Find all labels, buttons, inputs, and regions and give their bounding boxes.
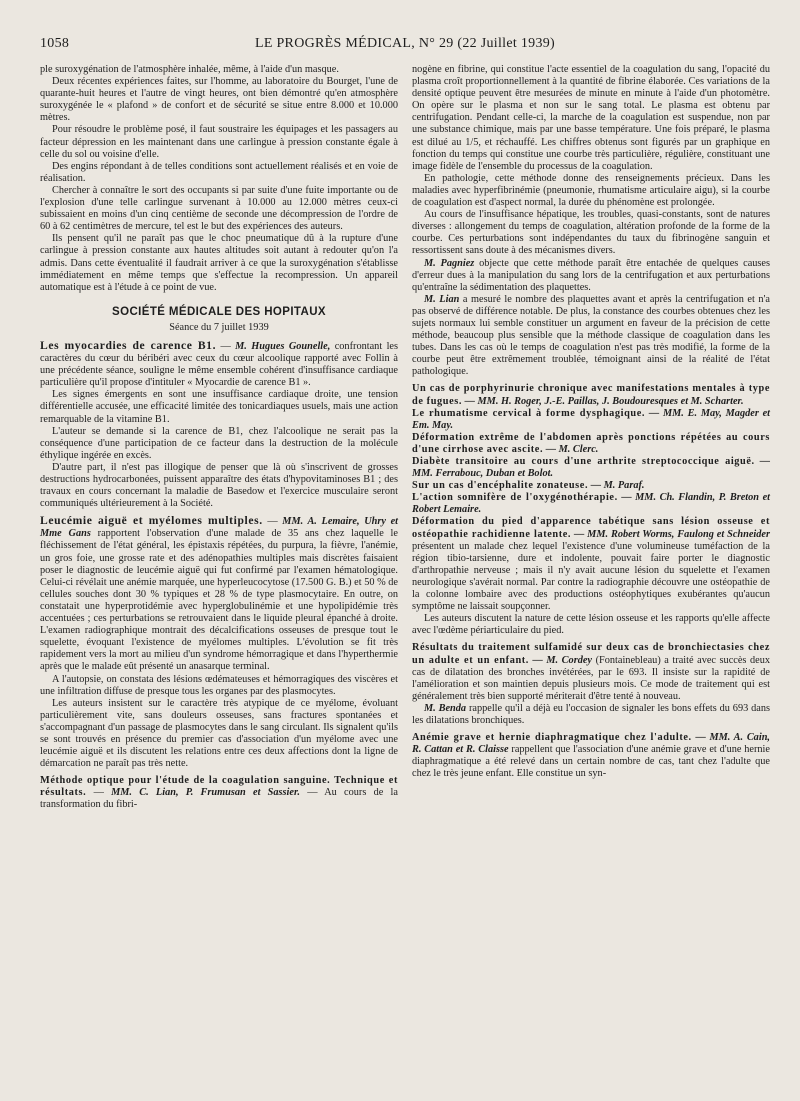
article-author: — M. Paraf. bbox=[590, 480, 645, 492]
article-text: Au cours de la transformation du fibri- bbox=[40, 787, 398, 811]
article-author: M. Benda bbox=[424, 702, 467, 714]
article-author: MM. A. Lemaire, Uhry et Mme Gans bbox=[40, 516, 399, 540]
article-text: rapportent l'observation d'une malade de 35 ans chez laquelle le fléchissement de l'état général, les épistaxis répétées, du purpura, la fièvre, l'anémie, un gros foie, une grosse rate et des adénopathies multiples mais discrètes faisaient poser le diagnostic de leucémie aiguë qui fut confirmé par l'examen hématologique. Celui-ci révélait une anémie marquée, une hyperleucocytose (17.500 G. B.) et 50 % de cellules souches dont 30 % typiques et 28 % de type plasmocytaire. En outre, on constatait une hyperprotidémie avec hyperglobulinémie et une hypolipidémie très accentuées ; ces perturbations se retrouvaient dans le liquide pleural épanché à droite. L'examen radiographique montrait des décalcifications osseuses de presque tout le squelette, évoquant l'existence de myélomes multiples. L'évolution se fit très rapidement vers la mort au milieu d'un syndrome hémorragique et dans l'hyperthermie après que le malade eût présenté un anasarque terminal. bbox=[40, 528, 398, 673]
article-author: — MM. H. Roger, J.-E. Paillas, J. Boudouresques et M. Scharter. bbox=[464, 395, 744, 407]
left-column bbox=[40, 64, 398, 812]
paragraph: Deux récentes expériences faites, sur l'homme, au laboratoire du Bourget, l'une de quarante-huit heures et l'autre de vingt heures, ont bien démontré qu'en atmosphère suroxygénée le « plafond » de confort et de sécurité se situe entre 8.000 et 10.000 mètres. bbox=[40, 76, 398, 124]
paragraph: Les auteurs discutent la nature de cette lésion osseuse et les rapports qu'elle affecte avec l'œdème périarticulaire du pied. bbox=[412, 613, 770, 637]
entry-diabete bbox=[412, 456, 770, 480]
article-author: — MM. Robert Worms, Faulong et Schneider bbox=[574, 528, 771, 540]
article-text: confrontant les caractères du cœur du béribéri avec ceux du cœur alcoolique rapporté avec Follin à une précédente séance, souligne le même ensemble cohérent d'insuffisance cardiaque particulière qu'il propose d'intituler « Myocardie de carence B1 ». bbox=[40, 340, 399, 389]
article-title: Leucémie aiguë et myélomes multiples. bbox=[40, 514, 263, 528]
paragraph: Les signes émergents en sont une insuffisance cardiaque droite, une tension différentielle accusée, une efficacité limitée des tonicardiaques usuels, mais une action remarquable de la vitamine B1. bbox=[40, 389, 398, 425]
entry-encephalite bbox=[412, 480, 770, 492]
article-title: Un cas de porphyrinurie chronique avec manifestations mentales à type de fugues. bbox=[412, 383, 770, 407]
article-author: — M. Cordey bbox=[532, 654, 592, 666]
paragraph: Des engins répondant à de telles conditions sont actuellement réalisés et en voie de réalisation. bbox=[40, 160, 398, 184]
entry-anemie bbox=[412, 732, 770, 780]
article-title: Résultats du traitement sulfamidé sur deux cas de bronchiectasies chez un adulte et un enfant. bbox=[412, 642, 770, 666]
paragraph: Ils pensent qu'il ne paraît pas que le choc pneumatique dû à la rupture d'une carlingue à pression constante aux hautes altitudes soit autant à redouter qu'on l'a admis. Dans cette éventualité il faudrait arriver à ce que la suroxygénation s'établisse immédiatement en même temps que s'effectue la recompression. Un appareil automatique est à l'étude à ce point de vue. bbox=[40, 233, 398, 293]
article-leucemie: Leucémie aiguë et myélomes multiples. — MM. A. Lemaire, Uhry et Mme Gans rapportent l'observation d'une malade de 35 ans chez laquelle le fléchissement de l'état général, les épistaxis répétées, du purpura, la fièvre, l'anémie, un gros foie, une grosse rate et des adénopathies multiples mais discrètes faisaient poser le diagnostic de leucémie aiguë qui fut confirmé par l'examen hématologique. Celui-ci révélait une anémie marquée, une hyperleucocytose (17.500 G. B.) et 50 % de cellules souches dont 30 % typiques et 28 % de type plasmocytaire. En outre, on constatait une hyperprotidémie avec hyperglobulinémie et une hypolipidémie très accentuées ; ces perturbations se retrouvaient dans le liquide pleural épanché à droite. L'examen radiographique montrait des décalcifications osseuses de presque tout le squelette, évoquant l'existence de myélomes multiples. L'évolution se fit très rapidement vers la mort au milieu d'un syndrome hémorragique et dans l'hyperthermie après que le malade eût présenté un anasarque terminal. bbox=[40, 514, 399, 673]
article-author: — MM. A. Cain, R. Cattan et R. Claisse bbox=[412, 732, 770, 756]
article-author: — MM. Ch. Flandin, P. Breton et Robert Lemaire. bbox=[412, 492, 771, 516]
paragraph: D'autre part, il n'est pas illogique de penser que là où s'inscrivent de grosses destructions hydrocarbonées, puissent apparaître des états d'hypovitaminoses B1 ; des travaux en cours concernant la maladie de Basedow et l'exercice musculaire seront communiqués ultérieurement à la Société. bbox=[40, 461, 398, 510]
article-title: Le rhumatisme cervical à forme dysphagique. bbox=[412, 407, 646, 419]
article-title: Sur un cas d'encéphalite zonateuse. bbox=[412, 480, 589, 492]
paragraph: Les auteurs insistent sur le caractère très atypique de ce myélome, évoluant particulièrement vite, sans douleurs osseuses, sans fractures spontanées et s'accompagnant d'un passage de plasmocytes dans le sang circulant. Ils signalent qu'ils se sont trouvés en présence du premier cas d'association d'un myélome avec une leucémie aiguë et ils discutent les relations entre ces deux affections dont la ligne de démarcation ne paraît pas très nette. bbox=[40, 697, 398, 770]
article-title: Diabète transitoire au cours d'une arthrite streptococcique aiguë. bbox=[412, 456, 755, 467]
page-number: 1058 bbox=[40, 36, 70, 51]
paragraph: nogène en fibrine, qui constitue l'acte essentiel de la coagulation du sang, l'opacité du plasma croît proportionnellement à la quantité de fibrine élaborée. Ces variations de la densité optique peuvent être mesurées de minute en minute à l'aide d'un photomètre. On opère sur le plasma et non sur le sang total. Le plasma est obtenu par centrifugation. Pendant celle-ci, la marche de la coagulation est suspendue, non par une substance chimique, mais par une basse température. Une fois préparé, le plasma est dilué au 1/5, et réchauffé. Les chiffres obtenus sont figurés par un graphique en fonction du temps qui constitue une courbe très particulière, régulière, constituant une image fidèle de l'ensemble du processus de la coagulation. bbox=[412, 64, 770, 172]
paragraph: Pour résoudre le problème posé, il faut soustraire les équipages et les passagers au facteur dépression en les maintenant dans une carlingue à pression constante égale à celle du sol ou voisine d'elle. bbox=[40, 124, 398, 160]
article-text: objecte que cette méthode paraît être entachée de quelques causes d'erreur dues à la manipulation du sang lors de la centrifugation et aux perturbations qu'entraîne la sédimentation des plaquettes. bbox=[412, 257, 770, 293]
article-text: présentent un malade chez lequel l'existence d'une volumineuse tuméfaction de la région tibio-tarsienne, dure et indolente, pouvait faire porter le diagnostic d'arthropathie nerveuse ; mais il n'y avait aucune lésion du squelette et l'examen neurologique s'avérait normal. Par contre la radiographie découvre une ostéopathie de la colonne lombaire avec des productions ostéophytiques exubérantes qu'aucun symptôme ne laissait soupçonner. bbox=[412, 540, 770, 613]
article-text: rappelle qu'il a déjà eu l'occasion de signaler les bons effets du 693 dans les dilatations bronchiques. bbox=[412, 702, 770, 726]
session-date: Séance du 7 juillet 1939 bbox=[169, 321, 269, 333]
two-column-body bbox=[40, 64, 770, 812]
article-title: Anémie grave et hernie diaphragmatique chez l'adulte. bbox=[412, 732, 692, 744]
article-title: Les myocardies de carence B1. bbox=[40, 338, 217, 352]
entry-rhumatisme bbox=[412, 408, 770, 432]
entry-oxygenotherapie bbox=[412, 492, 770, 516]
article-author: M. Hugues Gounelle, bbox=[235, 340, 331, 352]
paragraph bbox=[412, 294, 770, 379]
article-text: a mesuré le nombre des plaquettes avant et après la centrifugation et n'a pas observé de différence notable. De plus, la constance des courbes obtenues chez les sujets normaux lui semble constituer un argument en faveur de la précision de cette méthode, beaucoup plus sensible que la méthode classique de coagulation dans les tubes. Dans les cas où le temps de coagulation n'est pas très modifié, la forme de la courbe peut être extrêmement troublée, témoignant ainsi de la réalité de l'état pathologique. bbox=[412, 293, 770, 378]
article-author: M. Pagniez bbox=[424, 257, 475, 269]
article-methode-optique: Méthode optique pour l'étude de la coagulation sanguine. Technique et résultats. — MM. C. Lian, P. Frumusan et Sassier. — Au cours de la transformation du fibri- bbox=[40, 775, 398, 811]
article-title: Déformation du pied d'apparence tabétique sans lésion osseuse et ostéopathie rachidienne latente. bbox=[412, 516, 770, 540]
article-text: rappellent que l'association d'une anémie grave et d'une hernie diaphragmatique a été relevé dans un certain nombre de cas, tant chez l'adulte que chez le très jeune enfant. Elle constitue un syn- bbox=[412, 744, 770, 780]
entry-deformation-abdomen bbox=[412, 432, 770, 456]
article-author: MM. C. Lian, P. Frumusan et Sassier. bbox=[111, 787, 300, 799]
paragraph: A l'autopsie, on constata des lésions œdémateuses et hémorragiques des viscères et une infiltration diffuse de presque tous les organes par des plasmocytes. bbox=[40, 673, 398, 697]
article-author: — MM. Ferrabouc, Duban et Bolot. bbox=[412, 456, 770, 480]
article-author: M. Lian bbox=[424, 293, 460, 305]
paragraph: Chercher à connaître le sort des occupants si par suite d'une fuite importante ou de l'explosion d'une telle carlingue survenant à 10.000 au 12.000 mètres ceux-ci subissaient en moins d'un cinq centième de seconde une décompression de l'ordre de 60 à 62 centimètres de mercure, tel est le but des expériences des auteurs. bbox=[40, 184, 398, 233]
section-title: SOCIÉTÉ MÉDICALE DES HOPITAUX bbox=[112, 305, 326, 318]
paragraph: Au cours de l'insuffisance hépatique, les troubles, quasi-constants, sont de natures diverses : allongement du temps de coagulation, altération profonde de la forme de la courbe. Ces perturbations sont indépendantes du taux du fibrinogène sanguin et ressortissent sans doute à des mécanismes divers. bbox=[412, 209, 770, 257]
article-title: Méthode optique pour l'étude de la coagulation sanguine. Technique et résultats. bbox=[40, 775, 398, 799]
running-head bbox=[40, 36, 770, 60]
entry-deformation-pied bbox=[412, 516, 770, 613]
running-title: LE PROGRÈS MÉDICAL, N° 29 (22 Juillet 1939) bbox=[254, 36, 556, 51]
right-column bbox=[412, 64, 770, 812]
entry-bronchiectasies bbox=[412, 642, 770, 702]
paragraph bbox=[412, 258, 770, 294]
article-myocardies: Les myocardies de carence B1. — M. Hugues Gounelle, confrontant les caractères du cœur du béribéri avec ceux du cœur alcoolique rapporté avec Follin à une précédente séance, souligne le même ensemble cohérent d'insuffisance cardiaque particulière qu'il propose d'intituler « Myocardie de carence B1 ». bbox=[40, 338, 399, 389]
article-title: L'action somnifère de l'oxygénothérapie. bbox=[412, 492, 618, 504]
article-author: — M. Clerc. bbox=[545, 443, 599, 455]
article-text: (Fontainebleau) a traité avec succès deux cas de dilatation des bronches invétérées, par le 693. Il insiste sur la rapidité de l'amélioration et son maintien depuis plusieurs mois. Ce mode de traitement qui est généralement très bien supporté mériterait d'être tenté à nouveau. bbox=[412, 654, 770, 702]
entry-porphyrinurie bbox=[412, 383, 770, 407]
paragraph bbox=[412, 703, 770, 727]
article-title: Déformation extrême de l'abdomen après ponctions répétées au cours d'une cirrhose avec ascite. bbox=[412, 431, 770, 455]
article-author: — MM. E. May, Magder et Em. May. bbox=[412, 407, 771, 431]
paragraph: L'auteur se demande si la carence de B1, chez l'alcoolique ne serait pas la conséquence d'une participation de ce facteur dans la destruction de la molécule éthylique ingérée en excès. bbox=[40, 425, 398, 461]
paragraph: En pathologie, cette méthode donne des renseignements précieux. Dans les maladies avec hyperfibrinémie (pneumonie, rhumatisme articulaire aigu), si la courbe de coagulation est d'aspect normal, la durée du phénomène est prolongée. bbox=[412, 172, 770, 209]
paragraph: ple suroxygénation de l'atmosphère inhalée, même, à l'aide d'un masque. bbox=[40, 64, 339, 75]
